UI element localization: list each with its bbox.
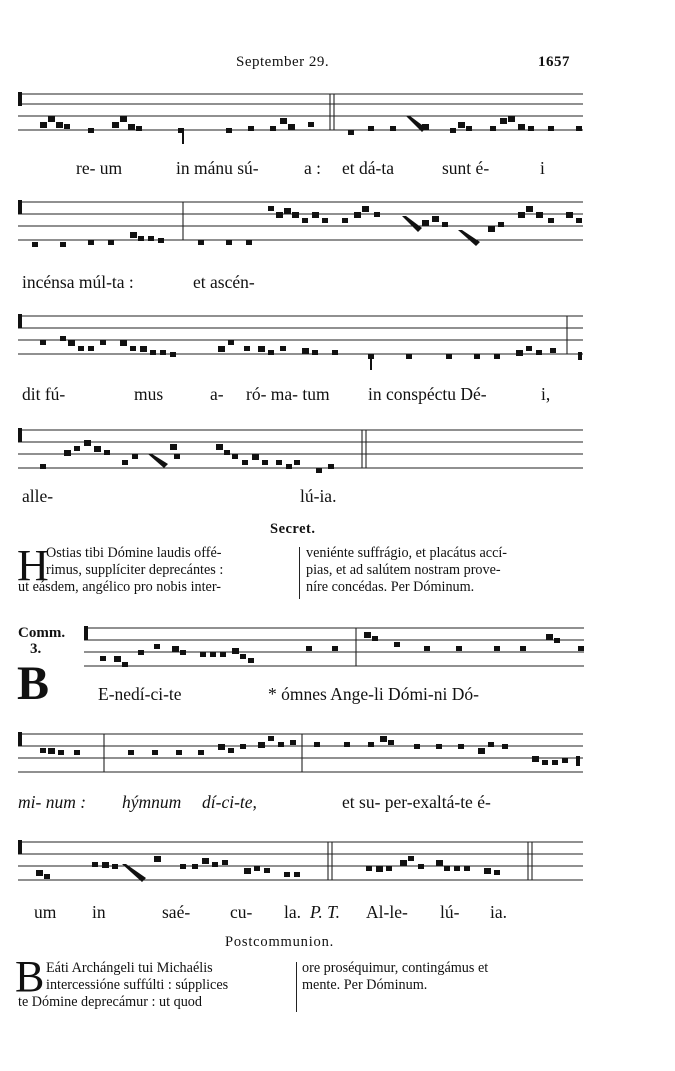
lyric-3c: a- xyxy=(210,384,224,404)
communion-lyric-1a: E-nedí-ci-te xyxy=(98,684,182,704)
communion-lyric-3f: P. T. xyxy=(310,902,340,922)
communion-initial: B xyxy=(17,657,50,710)
postcommunion-line: intercessióne suffúlti : súpplices xyxy=(46,976,229,993)
chant-staff-2 xyxy=(18,196,583,236)
chant-staff-communion-1 xyxy=(84,620,584,660)
lyric-1c: a : xyxy=(304,158,322,178)
communion-lyric-2c: dí-ci-te, xyxy=(202,792,257,812)
postcommunion-line: Eáti Archángeli tui Michaélis xyxy=(46,960,213,976)
staff-lines xyxy=(18,88,583,148)
communion-lyric-3i: ia. xyxy=(490,902,508,922)
lyric-4b: lú-ia. xyxy=(300,486,337,506)
lyric-4a: alle- xyxy=(22,486,54,506)
staff-lines xyxy=(18,310,583,370)
lyric-3d: ró- ma- tum xyxy=(246,384,330,404)
lyric-1e: sunt é- xyxy=(442,158,490,178)
communion-lyric-1b: * ómnes Ange-li Dómi-ni Dó- xyxy=(268,684,479,704)
staff-lines xyxy=(18,728,583,788)
communion-lyric-3c: saé- xyxy=(162,902,191,922)
chant-staff-communion-2 xyxy=(18,728,583,768)
secret-column-2 xyxy=(306,545,507,595)
running-title: September 29. xyxy=(236,54,330,70)
lyric-3a: dit fú- xyxy=(22,384,66,404)
communion-lyric-3h: lú- xyxy=(440,902,460,922)
chant-staff-4 xyxy=(18,424,583,464)
communion-mode: 3. xyxy=(30,641,42,657)
staff-lines xyxy=(18,196,583,256)
secret-line: pias, et ad salútem nostram prove- xyxy=(306,561,501,578)
secret-heading: Secret. xyxy=(270,521,316,537)
lyric-1f: i xyxy=(540,158,545,178)
staff-lines xyxy=(18,424,583,484)
lyric-2a: incénsa múl-ta : xyxy=(22,272,134,292)
secret-line: níre concédas. Per Dóminum. xyxy=(306,578,475,595)
communion-label: Comm. xyxy=(18,625,66,641)
staff-lines xyxy=(84,620,584,680)
lyric-3b: mus xyxy=(134,384,164,404)
postcommunion-column-1 xyxy=(46,960,228,994)
lyric-1b: in mánu sú- xyxy=(176,158,259,178)
column-divider xyxy=(296,962,297,1012)
secret-line: ut eásdem, angélico pro nobis inter- xyxy=(18,579,222,595)
secret-column-1 xyxy=(46,545,223,579)
secret-initial: H xyxy=(17,541,49,590)
postcommunion-line: te Dómine deprecámur : ut quod xyxy=(18,994,202,1010)
chant-staff-1 xyxy=(18,88,583,128)
communion-lyric-2d: et su- per-exaltá-te é- xyxy=(342,792,491,812)
postcommunion-line: mente. Per Dóminum. xyxy=(302,976,428,993)
chant-staff-3 xyxy=(18,310,583,350)
secret-line: rimus, supplíciter deprecántes : xyxy=(46,561,224,578)
secret-column-1-last xyxy=(18,579,221,596)
staff-lines xyxy=(18,836,583,896)
secret-line: Ostias tibi Dómine laudis offé- xyxy=(46,545,222,561)
postcommunion-initial: B xyxy=(15,952,45,1001)
chant-staff-communion-3 xyxy=(18,836,583,876)
communion-lyric-2b: hýmnum xyxy=(122,792,182,812)
postcommunion-column-2 xyxy=(302,960,488,994)
postcommunion-line: ore proséquimur, contingámus et xyxy=(302,960,489,976)
page-number: 1657 xyxy=(538,54,570,70)
lyric-2b: et ascén- xyxy=(193,272,255,292)
communion-lyric-3g: Al-le- xyxy=(366,902,408,922)
postcommunion-column-1-last xyxy=(18,994,202,1011)
communion-lyric-2a: mi- num : xyxy=(18,792,87,812)
secret-line: veniénte suffrágio, et placátus accí- xyxy=(306,545,508,561)
postcommunion-heading: Postcommunion. xyxy=(225,934,335,950)
column-divider xyxy=(299,547,300,599)
communion-lyric-3e: la. xyxy=(284,902,302,922)
communion-lyric-3d: cu- xyxy=(230,902,253,922)
lyric-3e: in conspéctu Dé- xyxy=(368,384,487,404)
communion-lyric-3b: in xyxy=(92,902,106,922)
lyric-3f: i, xyxy=(541,384,551,404)
communion-lyric-3a: um xyxy=(34,902,57,922)
lyric-1a: re- um xyxy=(76,158,123,178)
lyric-1d: et dá-ta xyxy=(342,158,394,178)
